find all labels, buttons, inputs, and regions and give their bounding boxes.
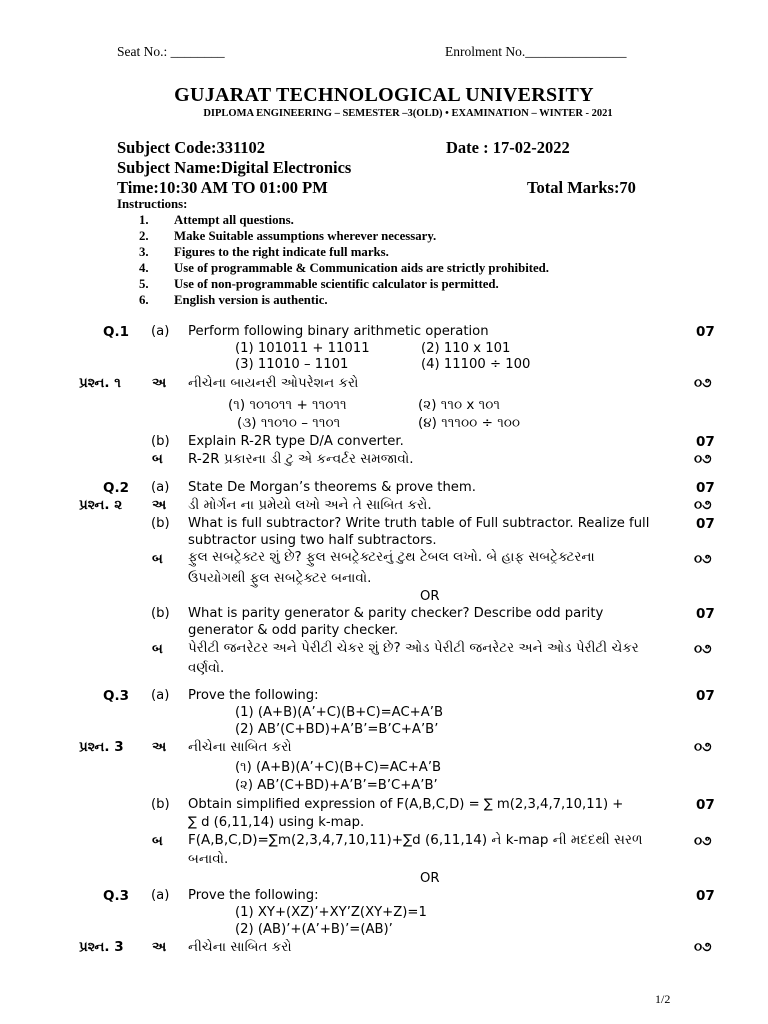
enrolment-no: Enrolment No._______________ bbox=[445, 44, 627, 59]
question-text: Explain R-2R type D/A converter. bbox=[188, 434, 404, 449]
gujarati-operation: (૧) ૧૦૧૦૧૧ + ૧૧૦૧૧ bbox=[228, 397, 347, 413]
part-label: (b) bbox=[151, 434, 170, 449]
subject-name: Subject Name:Digital Electronics bbox=[117, 158, 352, 177]
operation: (1) 101011 + 11011 bbox=[235, 341, 370, 356]
question-text-continued: ∑ d (6,11,14) using k-map. bbox=[188, 815, 365, 830]
instruction-num: 3. bbox=[139, 245, 149, 259]
question-number: Q.2 bbox=[103, 480, 129, 496]
proof-item: (2) (AB)’+(A’+B)’=(AB)’ bbox=[235, 922, 393, 937]
gujarati-question-text: પેરીટી જનરેટર અને પેરીટી ચેકર શું છે? ઓડ પેરીટી જનરેટર અને ઓડ પેરીટી ચેકર bbox=[188, 640, 639, 656]
question-text: State De Morgan’s theorems & prove them. bbox=[188, 480, 476, 495]
part-label: (b) bbox=[151, 516, 170, 531]
instruction-num: 5. bbox=[139, 277, 149, 291]
gujarati-marks: ૦૭ bbox=[694, 551, 712, 567]
proof-item: (1) XY+(XZ)’+XY’Z(XY+Z)=1 bbox=[235, 905, 427, 920]
question-number: Q.1 bbox=[103, 324, 129, 340]
gujarati-part-label: અ bbox=[152, 939, 167, 955]
marks: 07 bbox=[696, 688, 715, 704]
university-name: GUJARAT TECHNOLOGICAL UNIVERSITY bbox=[174, 84, 594, 106]
instruction-text: English version is authentic. bbox=[174, 293, 328, 307]
proof-item: (1) (A+B)(A’+C)(B+C)=AC+A’B bbox=[235, 705, 443, 720]
gujarati-part-label: અ bbox=[152, 497, 167, 513]
gujarati-proof-item: (૨) AB’(C+BD)+A’B’=B’C+A’B’ bbox=[235, 778, 438, 793]
instruction-text: Attempt all questions. bbox=[174, 213, 294, 227]
page-number: 1/2 bbox=[655, 992, 671, 1006]
instructions-heading: Instructions: bbox=[117, 197, 188, 211]
question-text: What is parity generator & parity checker? Describe odd parity bbox=[188, 606, 604, 621]
operation: (3) 11010 – 1101 bbox=[235, 357, 349, 372]
instruction-num: 4. bbox=[139, 261, 149, 275]
gujarati-part-label: અ bbox=[152, 375, 167, 391]
seat-no: Seat No.: ________ bbox=[117, 44, 225, 59]
instruction-num: 2. bbox=[139, 229, 149, 243]
marks: 07 bbox=[696, 324, 715, 340]
exam-time: Time:10:30 AM TO 01:00 PM bbox=[117, 178, 328, 197]
gujarati-question-text-continued: વર્ણવો. bbox=[188, 660, 225, 676]
part-label: (a) bbox=[151, 324, 170, 339]
gujarati-part-label: અ bbox=[152, 739, 167, 755]
exam-line: DIPLOMA ENGINEERING – SEMESTER –3(OLD) • EXAMINATION – WINTER - 2021 bbox=[203, 108, 613, 119]
question-text: Prove the following: bbox=[188, 888, 319, 903]
marks: 07 bbox=[696, 480, 715, 496]
gujarati-part-label: બ bbox=[152, 641, 163, 657]
question-text: Perform following binary arithmetic operation bbox=[188, 324, 489, 339]
marks: 07 bbox=[696, 797, 715, 813]
gujarati-question-text: ફુલ સબટ્રેક્ટર શું છે? ફુલ સબટ્રેક્ટરનું ટુથ ટેબલ લખો. બે હાફ સબટ્રેક્ટરના bbox=[188, 549, 595, 565]
marks: 07 bbox=[696, 434, 715, 450]
question-number: Q.3 bbox=[103, 688, 129, 704]
gujarati-marks: ૦૭ bbox=[694, 939, 712, 955]
gujarati-part-label: બ bbox=[152, 551, 163, 567]
or-separator: OR bbox=[420, 589, 440, 604]
question-text: What is full subtractor? Write truth table of Full subtractor. Realize full bbox=[188, 516, 650, 531]
part-label: (b) bbox=[151, 797, 170, 812]
gujarati-operation: (૨) ૧૧૦ x ૧૦૧ bbox=[418, 397, 501, 413]
instruction-text: Use of non-programmable scientific calculator is permitted. bbox=[174, 277, 499, 291]
part-label: (a) bbox=[151, 888, 170, 903]
instruction-num: 6. bbox=[139, 293, 149, 307]
part-label: (a) bbox=[151, 688, 170, 703]
gujarati-marks: ૦૭ bbox=[694, 451, 712, 467]
part-label: (b) bbox=[151, 606, 170, 621]
gujarati-operation: (૪) ૧૧૧૦૦ ÷ ૧૦૦ bbox=[418, 415, 521, 431]
gujarati-question-text: નીચેના સાબિત કરો bbox=[188, 939, 292, 955]
gujarati-question-number: પ્રશ્ન. 3 bbox=[79, 939, 124, 955]
gujarati-question-text-continued: બનાવો. bbox=[188, 851, 229, 867]
gujarati-part-label: બ bbox=[152, 451, 163, 467]
gujarati-question-number: પ્રશ્ન. ૨ bbox=[79, 497, 123, 513]
gujarati-question-text: F(A,B,C,D)=∑m(2,3,4,7,10,11)+∑d (6,11,14) ને k-map ની મદદથી સરળ bbox=[188, 832, 643, 848]
gujarati-marks: ૦૭ bbox=[694, 833, 712, 849]
question-text: Obtain simplified expression of F(A,B,C,D) = ∑ m(2,3,4,7,10,11) + bbox=[188, 797, 624, 812]
or-separator: OR bbox=[420, 871, 440, 886]
operation: (2) 110 x 101 bbox=[421, 341, 511, 356]
operation: (4) 11100 ÷ 100 bbox=[421, 357, 531, 372]
gujarati-question-text: નીચેના બાયનરી ઓપરેશન કરો bbox=[188, 375, 359, 391]
question-text-continued: subtractor using two half subtractors. bbox=[188, 533, 437, 548]
gujarati-question-text: ડી મોર્ગન ના પ્રમેયો લખો અને તે સાબિત કરો. bbox=[188, 497, 432, 513]
part-label: (a) bbox=[151, 480, 170, 495]
gujarati-question-text: નીચેના સાબિત કરો bbox=[188, 739, 292, 755]
gujarati-question-number: પ્રશ્ન. ૧ bbox=[79, 375, 121, 391]
proof-item: (2) AB’(C+BD)+A’B’=B’C+A’B’ bbox=[235, 722, 439, 737]
instruction-text: Figures to the right indicate full marks. bbox=[174, 245, 389, 259]
instruction-text: Make Suitable assumptions wherever necessary. bbox=[174, 229, 437, 243]
question-text-continued: generator & odd parity checker. bbox=[188, 623, 399, 638]
gujarati-part-label: બ bbox=[152, 833, 163, 849]
gujarati-proof-item: (૧) (A+B)(A’+C)(B+C)=AC+A’B bbox=[235, 760, 442, 775]
gujarati-marks: ૦૭ bbox=[694, 641, 712, 657]
gujarati-marks: ૦૭ bbox=[694, 497, 712, 513]
marks: 07 bbox=[696, 516, 715, 532]
gujarati-marks: ૦૭ bbox=[694, 375, 712, 391]
question-text: Prove the following: bbox=[188, 688, 319, 703]
gujarati-question-text-continued: ઉપયોગથી ફુલ સબટ્રેક્ટર બનાવો. bbox=[188, 570, 372, 586]
exam-date: Date : 17-02-2022 bbox=[446, 138, 570, 157]
gujarati-question-number: પ્રશ્ન. 3 bbox=[79, 739, 124, 755]
gujarati-question-text: R-2R પ્રકારના ડી ટુ એ કન્વર્ટર સમજાવો. bbox=[188, 451, 414, 467]
total-marks: Total Marks:70 bbox=[527, 178, 636, 197]
question-number: Q.3 bbox=[103, 888, 129, 904]
marks: 07 bbox=[696, 606, 715, 622]
subject-code: Subject Code:331102 bbox=[117, 138, 266, 157]
marks: 07 bbox=[696, 888, 715, 904]
instruction-num: 1. bbox=[139, 213, 149, 227]
gujarati-marks: ૦૭ bbox=[694, 739, 712, 755]
instruction-text: Use of programmable & Communication aids are strictly prohibited. bbox=[174, 261, 550, 275]
gujarati-operation: (૩) ૧૧૦૧૦ – ૧૧૦૧ bbox=[237, 415, 341, 431]
